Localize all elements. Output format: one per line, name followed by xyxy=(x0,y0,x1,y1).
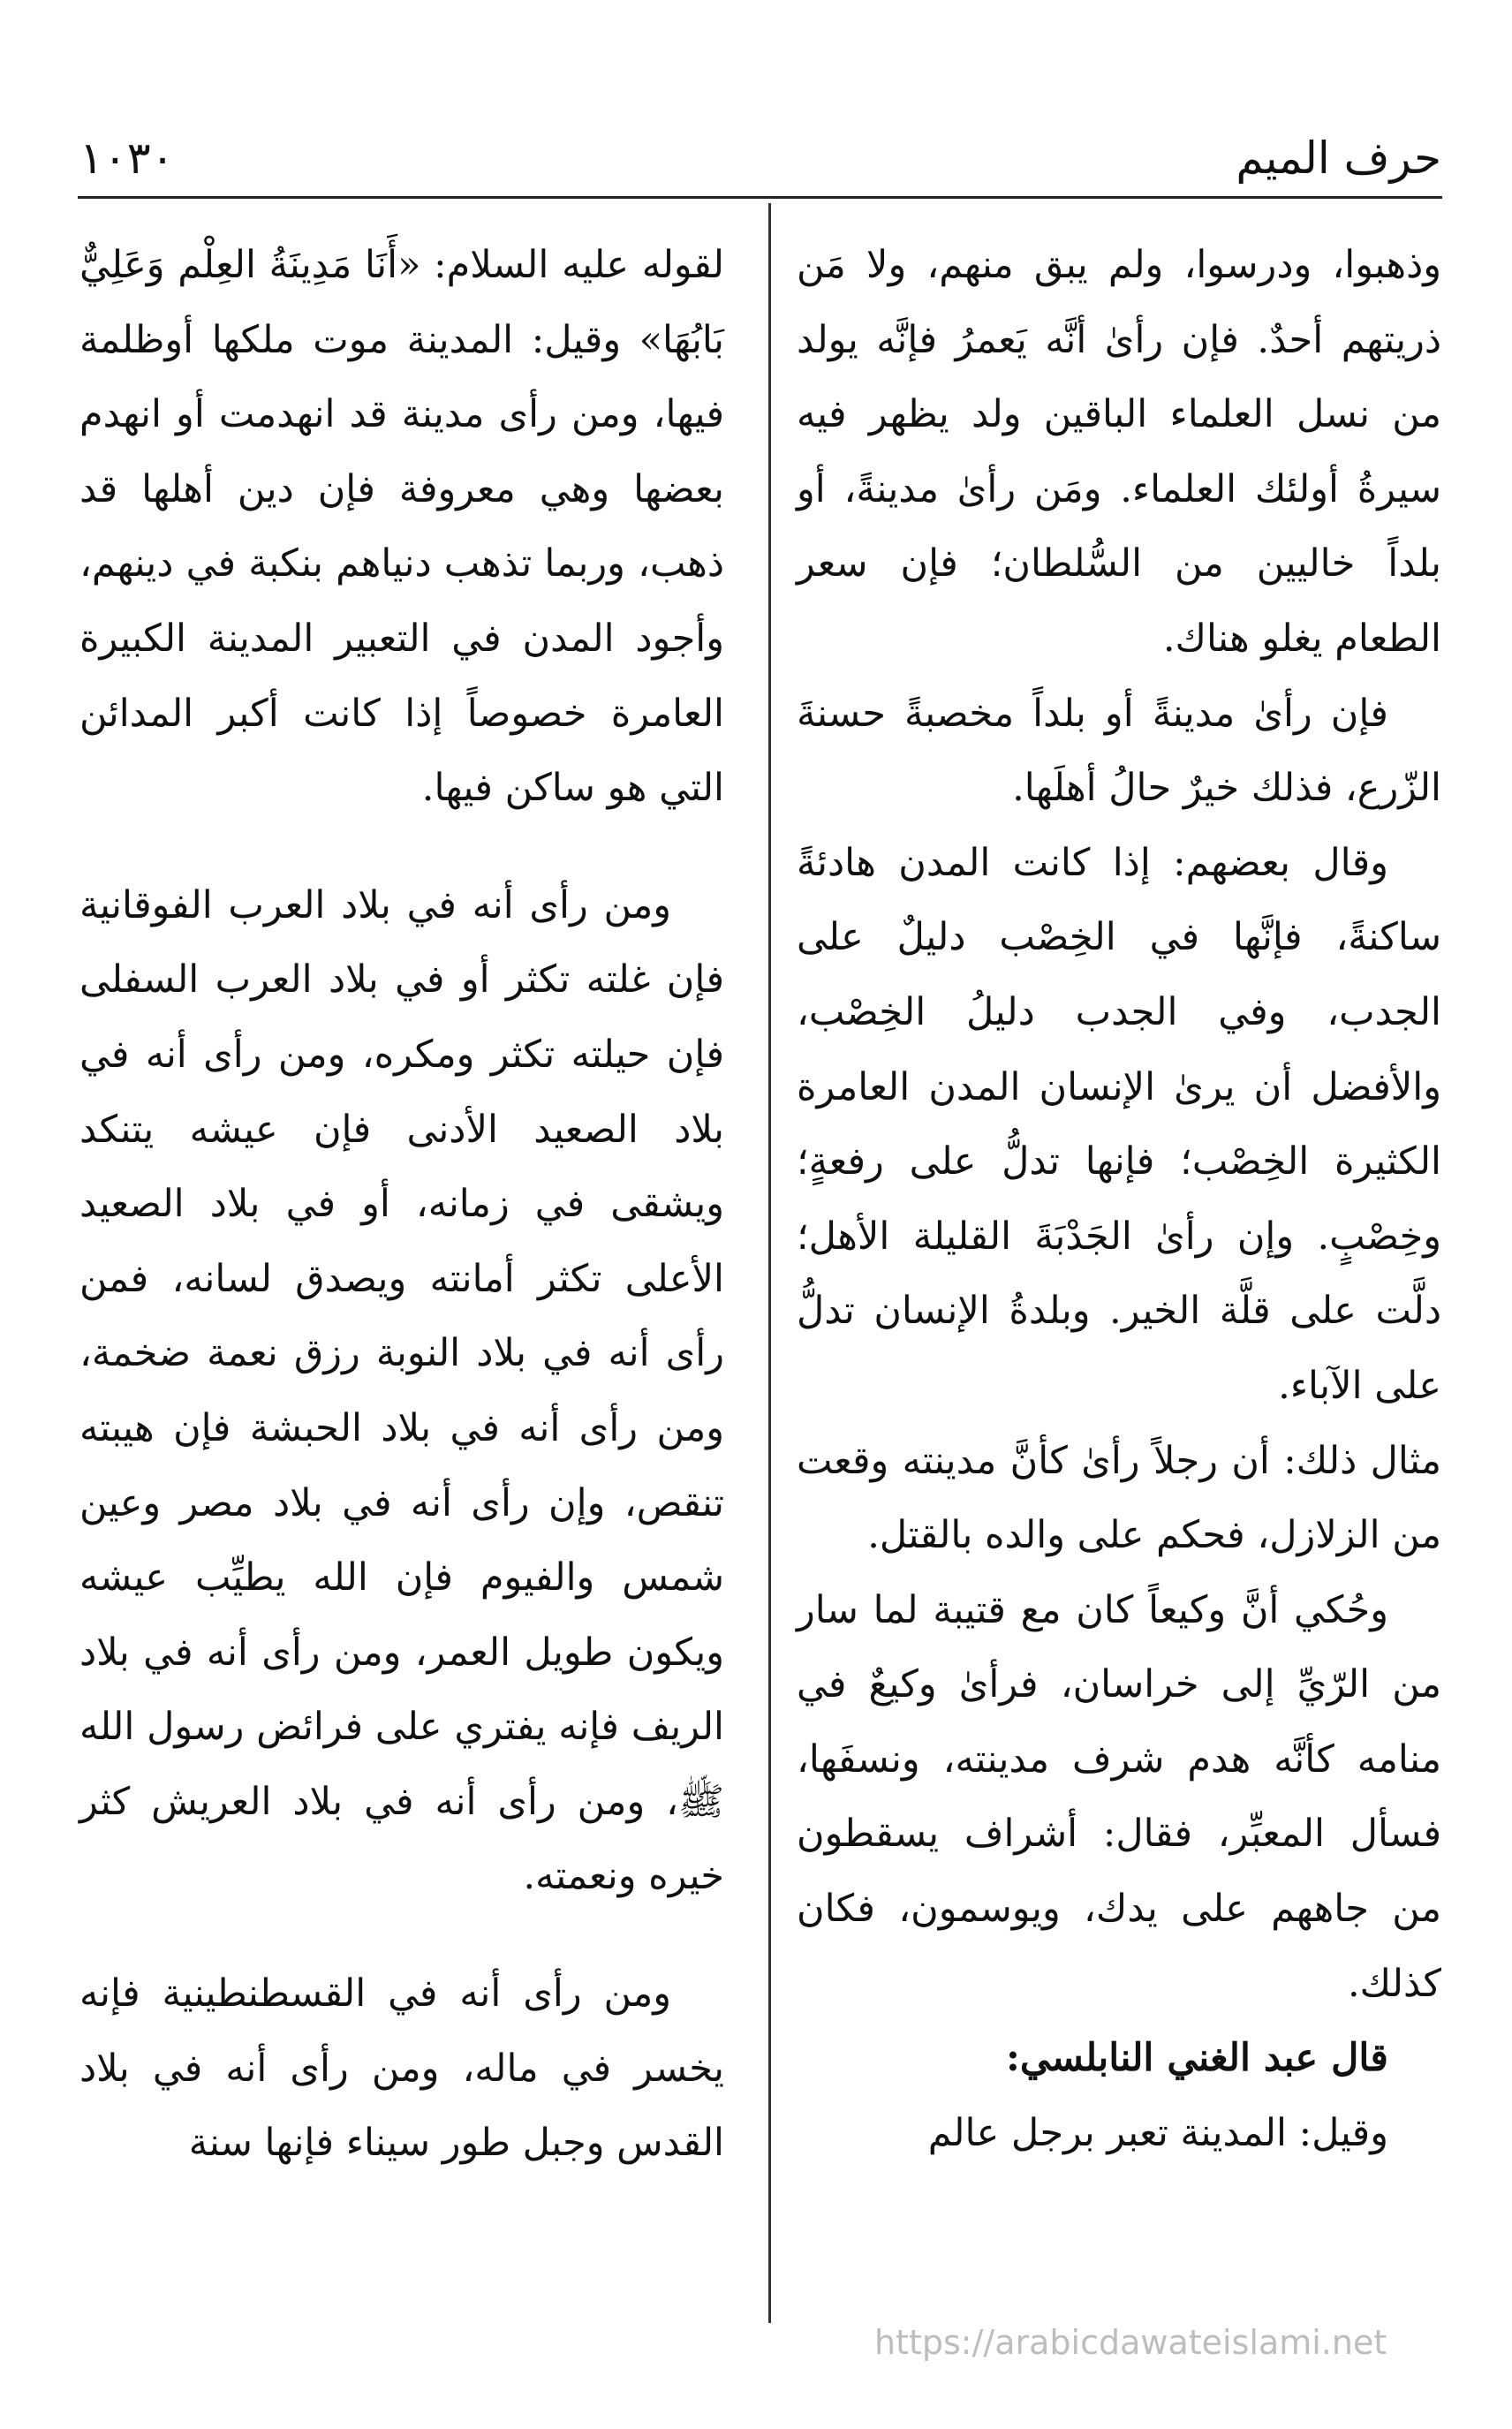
page-number: ١٠٣٠ xyxy=(79,132,175,184)
header-divider xyxy=(78,196,1442,199)
paragraph: وقال بعضهم: إذا كانت المدن هادئةً ساكنةً، فإنَّها في الخِصْب دليلٌ على الجدب، وفي الجدب دليلُ الخِصْب، والأفضل أن يرىٰ الإنسان المدن العامرة الكثيرة الخِصْب؛ فإنها تدلُّ على رفعةٍ؛ وخِصْبٍ. وإن رأىٰ الجَدْبَةَ القليلة الأهل؛ دلَّت على قلَّة الخير. وبلدةُ الإنسان تدلُّ على الآباء. xyxy=(797,840,1441,1408)
paragraph: مثال ذلك: أن رجلاً رأىٰ كأنَّ مدينته وقعت من الزلازل، فحكم على والده بالقتل. xyxy=(797,1438,1441,1558)
paragraph: وذهبوا، ودرسوا، ولم يبق منهم، ولا مَن ذريتهم أحدٌ. فإن رأىٰ أنَّه يَعمرُ فإنَّه يولد من نسل العلماء الباقين ولد يظهر فيه سيرةُ أولئك العلماء. ومَن رأىٰ مدينةً، أو بلداً خاليين من السُّلطان؛ فإن سعر الطعام يغلو هناك. xyxy=(797,243,1441,661)
paragraph: وقيل: المدينة تعبر برجل عالم xyxy=(927,2110,1388,2155)
paragraph: ومن رأى أنه في القسطنطينية فإنه يخسر في ماله، ومن رأى أنه في بلاد القدس وجبل طور سيناء فإنها سنة xyxy=(79,1971,724,2166)
left-column xyxy=(79,228,724,2181)
watermark-url: https://arabicdawateislami.net xyxy=(874,2323,1387,2362)
paragraph: لقوله عليه السلام: «أَنَا مَدِينَةُ العِلْم وَعَلِيٌّ بَابُهَا» وقيل: المدينة موت ملكها أوظلمة فيها، ومن رأى مدينة قد انهدمت أو انهدم بعضها وهي معروفة فإن دين أهلها قد ذهب، وربما تذهب دنياهم بنكبة في دينهم، وأجود المدن في التعبير المدينة الكبيرة العامرة خصوصاً إذا كانت أكبر المدائن التي هو ساكن فيها. xyxy=(79,243,724,811)
paragraph: وحُكي أنَّ وكيعاً كان مع قتيبة لما سار من الرّيِّ إلى خراسان، فرأىٰ وكيعٌ في منامه كأنَّه هدم شرف مدينته، ونسفَها، فسأل المعبِّر، فقال: أشراف يسقطون من جاههم على يدك، ويوسمون، فكان كذلك. xyxy=(797,1587,1441,2006)
chapter-title: حرف الميم xyxy=(1236,132,1441,184)
column-divider xyxy=(768,203,771,2323)
paragraph: فإن رأىٰ مدينةً أو بلداً مخصبةً حسنةَ الزّرع، فذلك خيرٌ حالُ أهلَها. xyxy=(797,691,1441,811)
paragraph: ومن رأى أنه في بلاد العرب الفوقانية فإن غلته تكثر أو في بلاد العرب السفلى فإن حيلته تكثر ومكره، ومن رأى أنه في بلاد الصعيد الأدنى فإن عيشه يتنكد ويشقى في زمانه، أو في بلاد الصعيد الأعلى تكثر أمانته ويصدق لسانه، فمن رأى أنه في بلاد النوبة رزق نعمة ضخمة، ومن رأى أنه في بلاد الحبشة فإن هيبته تنقص، وإن رأى أنه في بلاد مصر وعين شمس والفيوم فإن الله يطيِّب عيشه ويكون طويل العمر، ومن رأى أنه في بلاد الريف فإنه يفتري على فرائض رسول الله ﷺ، ومن رأى أنه في بلاد العريش كثر خيره ونعمته. xyxy=(79,882,724,1899)
right-column xyxy=(797,228,1441,2170)
section-heading: قال عبد الغني النابلسي: xyxy=(1005,2036,1388,2081)
